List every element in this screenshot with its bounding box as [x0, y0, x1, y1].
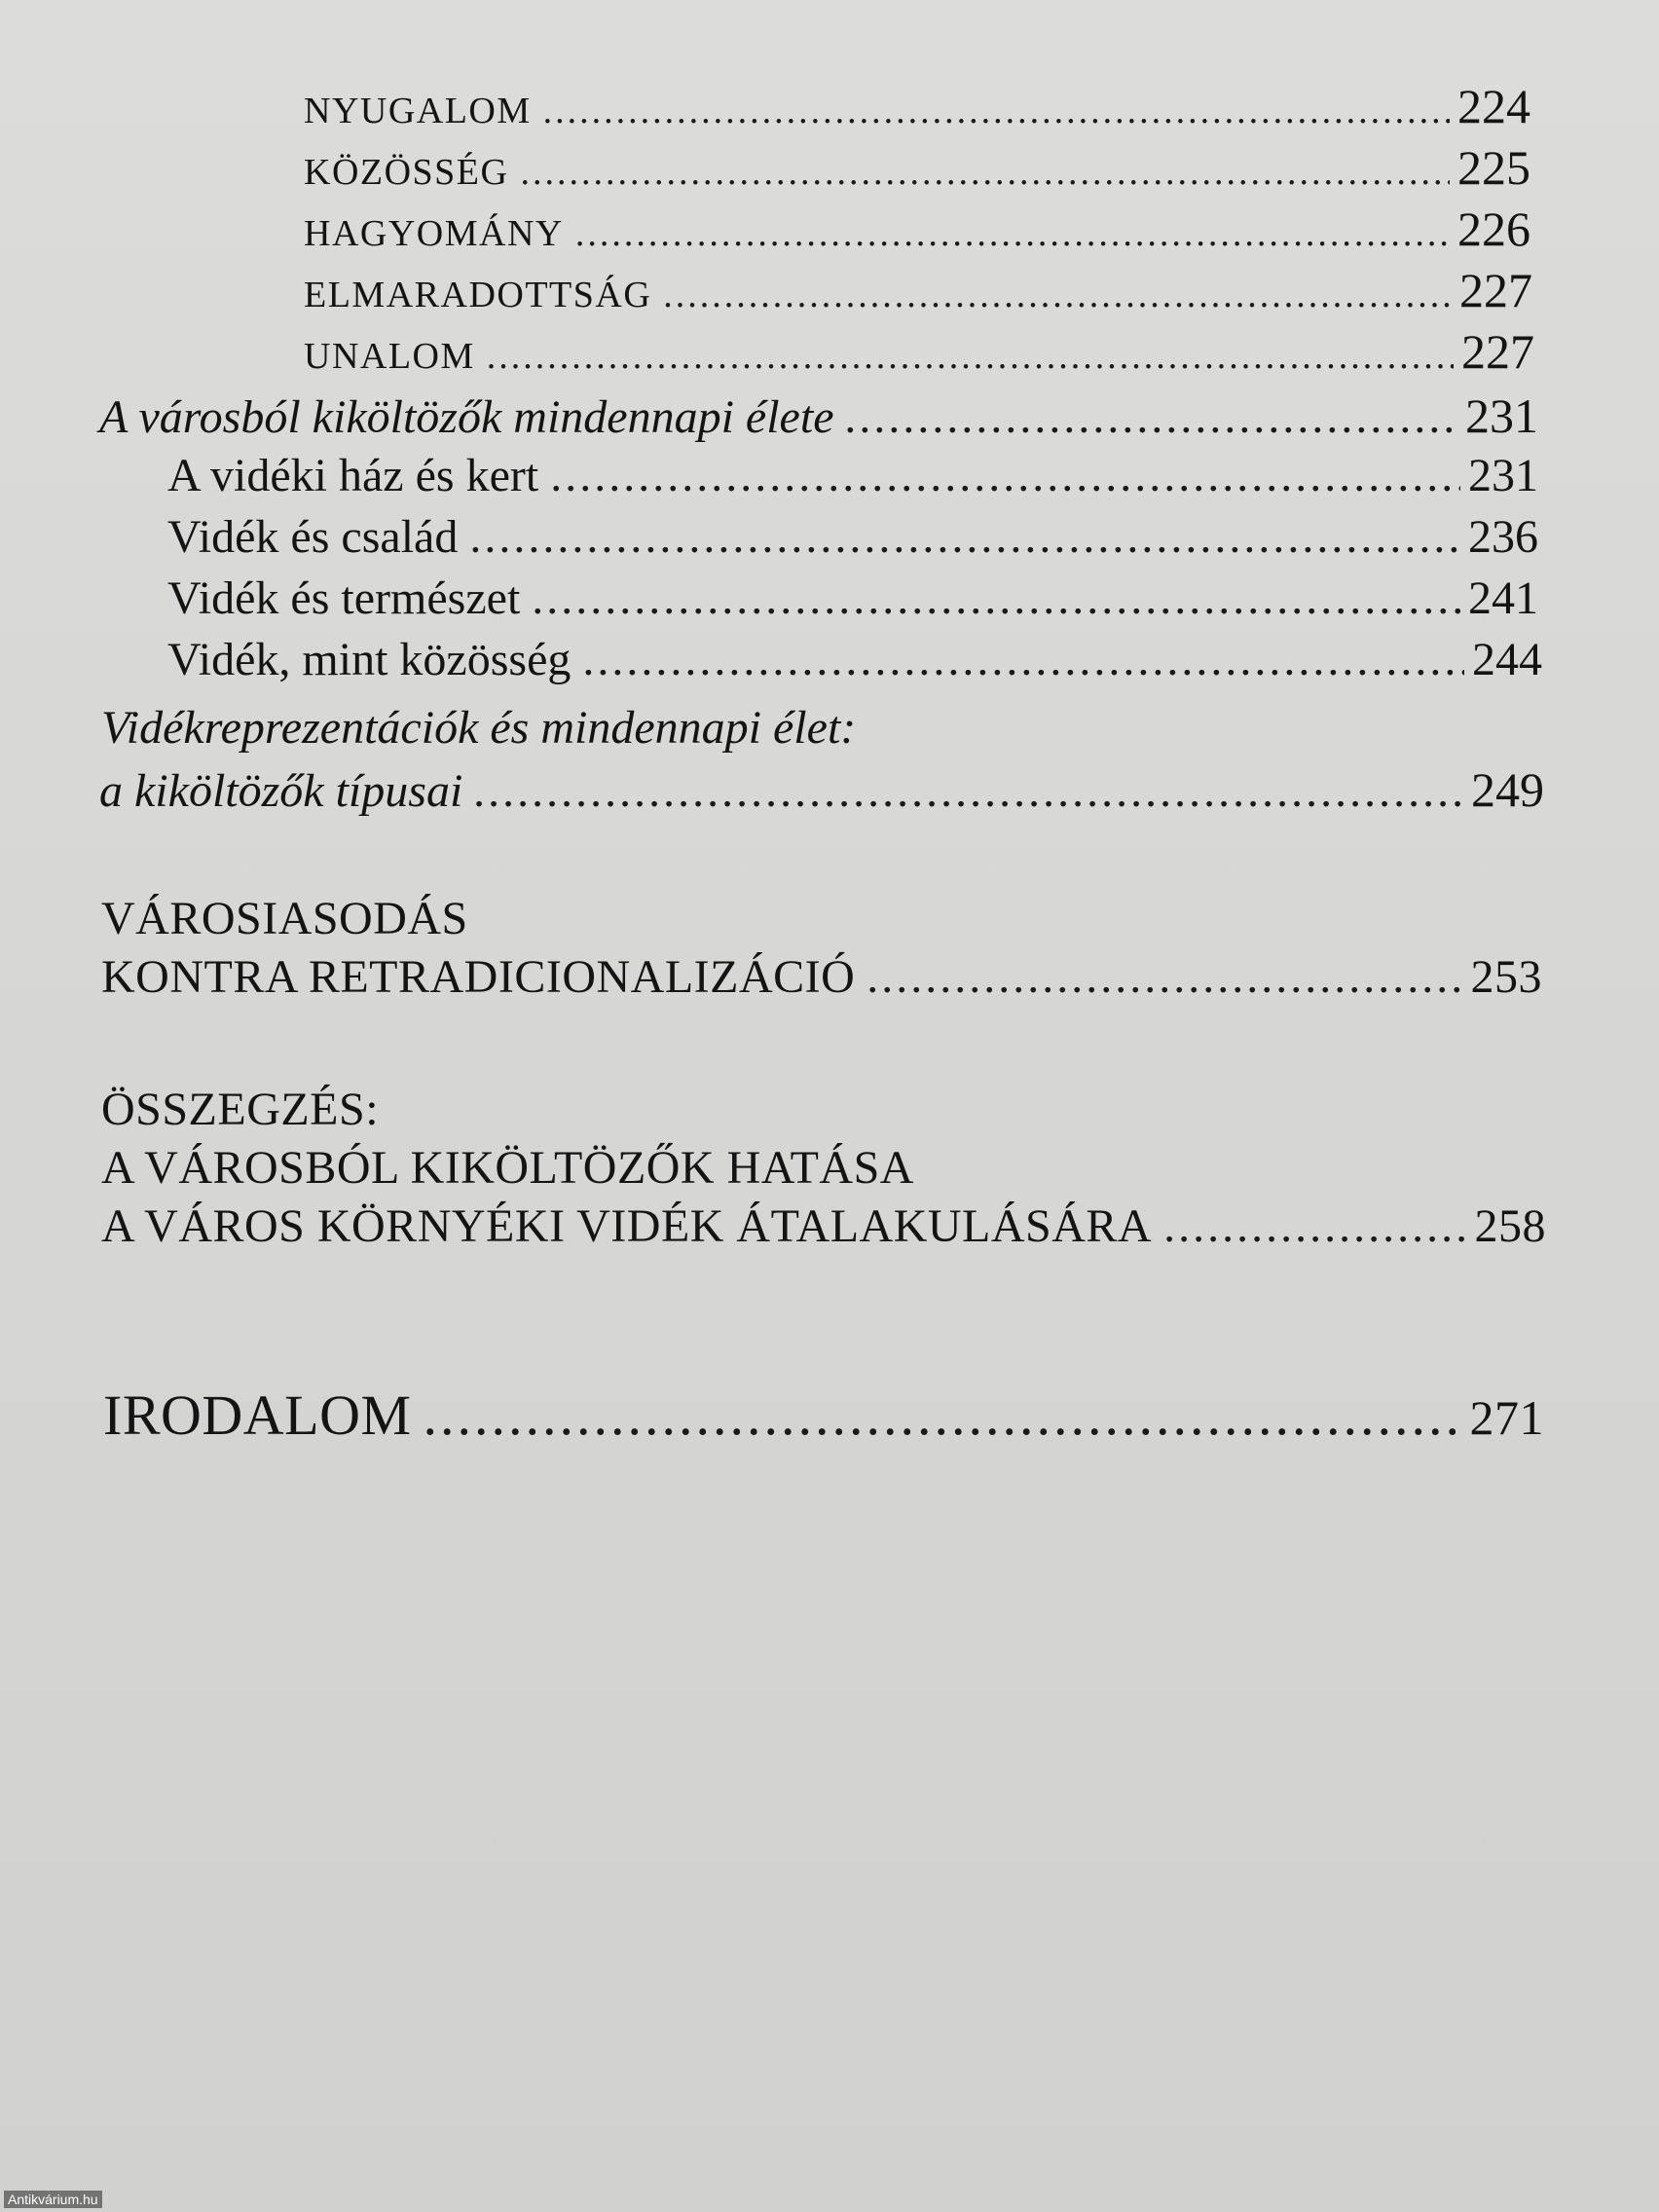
toc-chapter-varosiasodas — [101, 950, 1542, 1004]
dot-leader — [550, 449, 1460, 502]
dot-leader — [846, 390, 1458, 444]
toc-entry-hagyomany — [304, 201, 1530, 257]
toc-entry-label: KÖZÖSSÉG — [304, 152, 509, 193]
toc-page-number: 225 — [1457, 140, 1530, 195]
toc-entry-nyugalom — [304, 78, 1530, 134]
toc-chapter-osszegzes-line1: ÖSSZEGZÉS: — [101, 1084, 380, 1135]
toc-page-number: 231 — [1465, 388, 1538, 443]
toc-entry-label: A vidéki ház és kert — [167, 450, 539, 501]
dot-leader — [469, 510, 1460, 564]
toc-entry-label: HAGYOMÁNY — [304, 213, 564, 254]
toc-page-number: 253 — [1470, 951, 1542, 1003]
dot-leader — [532, 571, 1460, 625]
toc-page-number: 227 — [1459, 263, 1532, 317]
toc-entry-videk-kozosseg — [167, 633, 1542, 686]
dot-leader — [663, 274, 1452, 316]
dot-leader — [575, 212, 1450, 255]
toc-page-number: 226 — [1457, 202, 1530, 256]
toc-page-number: 227 — [1461, 324, 1534, 379]
toc-page-number: 224 — [1457, 79, 1530, 133]
toc-entry-label: A VÁROS KÖRNYÉKI VIDÉK ÁTALAKULÁSÁRA — [101, 1200, 1153, 1252]
toc-page-number: 231 — [1468, 450, 1538, 501]
toc-page-number: 241 — [1468, 572, 1538, 624]
toc-entry-label: a kiköltözők típusai — [99, 765, 463, 817]
dot-leader — [474, 764, 1463, 818]
toc-entry-videk-csalad — [167, 510, 1538, 564]
dot-leader — [520, 151, 1450, 194]
toc-entry-label: Vidék és család — [167, 511, 459, 563]
dot-leader — [487, 335, 1454, 378]
toc-section-mindennapi-elete — [99, 387, 1538, 444]
toc-section-videkreprezentaciok — [99, 761, 1544, 818]
toc-entry-elmaradottsag — [304, 262, 1532, 318]
toc-entry-label: IRODALOM — [103, 1383, 412, 1447]
toc-page-number: 236 — [1468, 511, 1538, 563]
dot-leader — [582, 633, 1464, 686]
toc-entry-videk-termeszet — [167, 571, 1538, 625]
dot-leader — [424, 1382, 1462, 1448]
toc-page-number: 244 — [1472, 634, 1542, 685]
toc-page-number: 249 — [1471, 762, 1544, 817]
toc-page-number: 271 — [1469, 1390, 1544, 1445]
toc-entry-label: UNALOM — [304, 336, 475, 377]
toc-entry-label: Vidék, mint közösség — [167, 634, 571, 685]
dot-leader — [866, 950, 1462, 1004]
site-watermark: Antikvárium.hu — [4, 2191, 102, 2208]
dot-leader — [543, 90, 1450, 132]
toc-chapter-irodalom — [103, 1382, 1544, 1448]
toc-entry-videki-haz — [167, 449, 1538, 502]
toc-page-number: 258 — [1474, 1200, 1546, 1252]
dot-leader — [1163, 1199, 1466, 1253]
toc-entry-label: ELMARADOTTSÁG — [304, 275, 652, 315]
toc-entry-unalom — [304, 323, 1534, 380]
toc-entry-label: Vidék és természet — [167, 572, 521, 624]
toc-chapter-varosiasodas-line1: VÁROSIASODÁS — [101, 893, 468, 944]
toc-entry-label: NYUGALOM — [304, 91, 532, 131]
toc-chapter-osszegzes-line2: A VÁROSBÓL KIKÖLTÖZŐK HATÁSA — [101, 1142, 914, 1194]
toc-section-videkreprezentaciok-line1: Vidékreprezentációk és mindennapi élet: — [101, 702, 857, 754]
toc-entry-label: KONTRA RETRADICIONALIZÁCIÓ — [101, 951, 856, 1003]
toc-entry-label: A városból kiköltözők mindennapi élete — [99, 391, 834, 443]
toc-entry-kozosseg — [304, 139, 1530, 196]
toc-chapter-osszegzes — [101, 1199, 1546, 1253]
